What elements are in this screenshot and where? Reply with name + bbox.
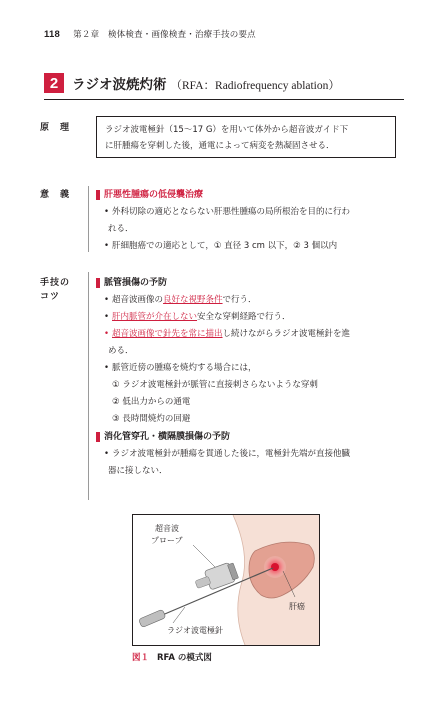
- probe-label: プローブ: [151, 536, 183, 545]
- needle-label: ラジオ波電極針: [167, 626, 223, 635]
- principle-line: ラジオ波電極針（15〜17 G）を用いて体外から超音波ガイド下: [105, 125, 349, 135]
- tips-numbered-item: ③ 長時間焼灼の回避: [112, 414, 191, 424]
- running-header: [44, 28, 256, 40]
- tips-label: 手技の コツ: [40, 278, 71, 302]
- tips-heading-vessel: 脈管損傷の予防: [96, 276, 167, 290]
- title-underline: [44, 99, 404, 100]
- tumor-label: 肝癌: [289, 602, 305, 611]
- figure-number: 図１: [132, 653, 150, 663]
- tips-bullet: • 超音波画像の良好な視野条件で行う．: [104, 295, 257, 305]
- tips-numbered-item: ② 低出力からの通電: [112, 397, 191, 407]
- section-heading-ja: ラジオ波焼灼術: [72, 77, 167, 93]
- tumor-core: [271, 563, 279, 571]
- section-number-badge: 2: [44, 73, 64, 93]
- needle-handle: [138, 609, 165, 627]
- page-number: 118: [44, 29, 60, 40]
- significance-label: 意 義: [40, 190, 71, 200]
- significance-bullet: • 外科切除の適応とならない肝悪性腫瘍の局所根治を目的に行わ: [104, 207, 351, 217]
- principle-box: [96, 116, 396, 158]
- ultrasound-probe: [193, 561, 239, 594]
- heading-marker: [96, 278, 100, 288]
- probe-label: 超音波: [155, 524, 179, 533]
- chapter-title: 第２章 検体検査・画像検査・治療手技の要点: [73, 30, 256, 40]
- tips-bullet: • 超音波画像で針先を常に描出し続けながらラジオ波電極針を進: [104, 329, 351, 339]
- tips-bullet-cont: 器に接しない．: [108, 466, 168, 476]
- heading-marker: [96, 432, 100, 442]
- significance-bullet: • 肝細胞癌での適応として，① 直径 3 cm 以下，② 3 個以内: [104, 241, 338, 251]
- tips-bullet: • ラジオ波電極針が腫瘍を貫通した後に，電極針先端が直接他臓: [104, 449, 351, 459]
- tips-bullet-cont: める．: [108, 346, 134, 356]
- significance-rule: [88, 186, 89, 252]
- heading-marker: [96, 190, 100, 200]
- section-heading-en: （RFA：Radiofrequency ablation）: [170, 80, 340, 92]
- tips-bullet: • 肝内脈管が介在しない安全な穿刺経路で行う．: [104, 312, 291, 322]
- principle-line: に肝腫瘍を穿刺した後，通電によって病変を熱凝固させる．: [105, 141, 335, 151]
- section-heading: [72, 73, 340, 93]
- probe-leader: [193, 545, 215, 567]
- figure-caption: [132, 651, 212, 663]
- rfa-figure: [132, 514, 320, 646]
- principle-label: 原 理: [40, 123, 71, 133]
- tips-heading-perforation: 消化管穿孔・横隔膜損傷の予防: [96, 430, 230, 444]
- figure-title: RFA の模式図: [157, 653, 212, 663]
- tips-bullet: • 脈管近傍の腫瘍を焼灼する場合には，: [104, 363, 257, 373]
- rfa-illustration: [133, 515, 319, 645]
- tips-rule: [88, 272, 89, 500]
- significance-heading: 肝悪性腫瘍の低侵襲治療: [96, 188, 203, 202]
- section-title: [44, 72, 404, 94]
- significance-bullet-cont: れる．: [108, 224, 134, 234]
- tips-numbered-item: ① ラジオ波電極針が脈管に直接刺さらないような穿刺: [112, 380, 318, 390]
